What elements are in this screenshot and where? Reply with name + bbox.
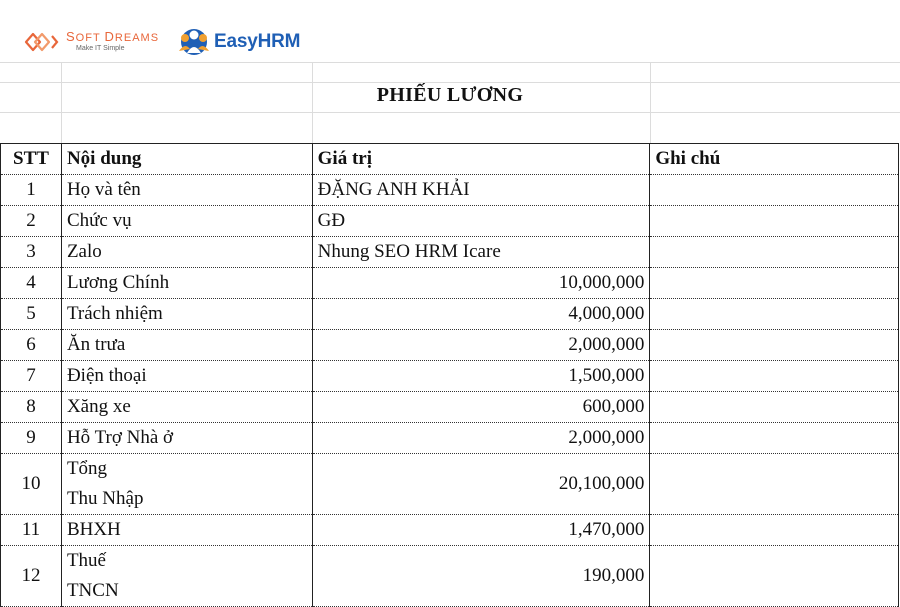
table-row [1, 206, 899, 237]
payslip-table [0, 143, 899, 607]
soft-dreams-tagline: Make IT Simple [76, 45, 125, 52]
people-icon [177, 27, 211, 57]
cell-content: Chức vụ [61, 206, 312, 237]
cell-stt: 10 [1, 454, 62, 515]
cell-value: 20,100,000 [312, 454, 650, 515]
cell-content: Ăn trưa [61, 330, 312, 361]
cell-stt: 4 [1, 268, 62, 299]
cell-value: 600,000 [312, 392, 650, 423]
cell-value: 190,000 [312, 546, 650, 607]
gridline [0, 62, 900, 63]
cell-value: ĐẶNG ANH KHẢI [312, 175, 650, 206]
cell-content-line: Thuế [66, 550, 106, 571]
cell-stt: 1 [1, 175, 62, 206]
cell-content: Hỗ Trợ Nhà ở [61, 423, 312, 454]
cell-value: 1,470,000 [312, 515, 650, 546]
logo-bar [22, 24, 300, 60]
cell-note [650, 268, 899, 299]
table-header-row [1, 144, 899, 175]
cell-stt: 5 [1, 299, 62, 330]
cell-note [650, 175, 899, 206]
cell-value: Nhung SEO HRM Icare [312, 237, 650, 268]
easyhrm-logo [177, 27, 300, 57]
cell-content-line: Thu Nhập [66, 488, 144, 509]
cell-content-line: TNCN [66, 580, 119, 601]
cell-value: 2,000,000 [312, 423, 650, 454]
cell-note [650, 392, 899, 423]
cell-content [61, 454, 312, 515]
cell-stt: 7 [1, 361, 62, 392]
table-row [1, 268, 899, 299]
cell-value: 4,000,000 [312, 299, 650, 330]
header-note: Ghi chú [650, 144, 899, 175]
cell-value: 1,500,000 [312, 361, 650, 392]
cell-stt: 9 [1, 423, 62, 454]
gridline [0, 82, 900, 83]
table-row [1, 546, 899, 607]
table-row [1, 175, 899, 206]
table-row [1, 330, 899, 361]
cell-content: Họ và tên [61, 175, 312, 206]
cell-content: Zalo [61, 237, 312, 268]
cell-value: 2,000,000 [312, 330, 650, 361]
page-title: PHIẾU LƯƠNG [376, 84, 524, 106]
cell-value: GĐ [312, 206, 650, 237]
header-stt: STT [1, 144, 62, 175]
table-row [1, 361, 899, 392]
cell-content-line: Tổng [66, 458, 108, 479]
soft-dreams-icon [22, 27, 60, 57]
table-row [1, 454, 899, 515]
table-row [1, 515, 899, 546]
cell-note [650, 454, 899, 515]
cell-note [650, 299, 899, 330]
soft-dreams-logo [22, 27, 159, 57]
cell-stt: 6 [1, 330, 62, 361]
table-row [1, 237, 899, 268]
cell-content: Lương Chính [61, 268, 312, 299]
cell-value: 10,000,000 [312, 268, 650, 299]
table-row [1, 423, 899, 454]
table-row [1, 299, 899, 330]
cell-stt: 11 [1, 515, 62, 546]
easyhrm-wordmark: EasyHRM [214, 31, 301, 52]
table-row [1, 392, 899, 423]
cell-note [650, 546, 899, 607]
header-content: Nội dung [61, 144, 312, 175]
gridline [0, 112, 900, 113]
cell-note [650, 361, 899, 392]
cell-note [650, 423, 899, 454]
cell-note [650, 237, 899, 268]
cell-note [650, 515, 899, 546]
cell-stt: 12 [1, 546, 62, 607]
cell-note [650, 206, 899, 237]
cell-stt: 3 [1, 237, 62, 268]
cell-content: Trách nhiệm [61, 299, 312, 330]
cell-content: Xăng xe [61, 392, 312, 423]
cell-stt: 8 [1, 392, 62, 423]
header-value: Giá trị [312, 144, 650, 175]
cell-note [650, 330, 899, 361]
soft-dreams-wordmark: SOFT DREAMS [66, 29, 160, 44]
cell-content: BHXH [61, 515, 312, 546]
cell-content [61, 546, 312, 607]
cell-content: Điện thoại [61, 361, 312, 392]
cell-stt: 2 [1, 206, 62, 237]
